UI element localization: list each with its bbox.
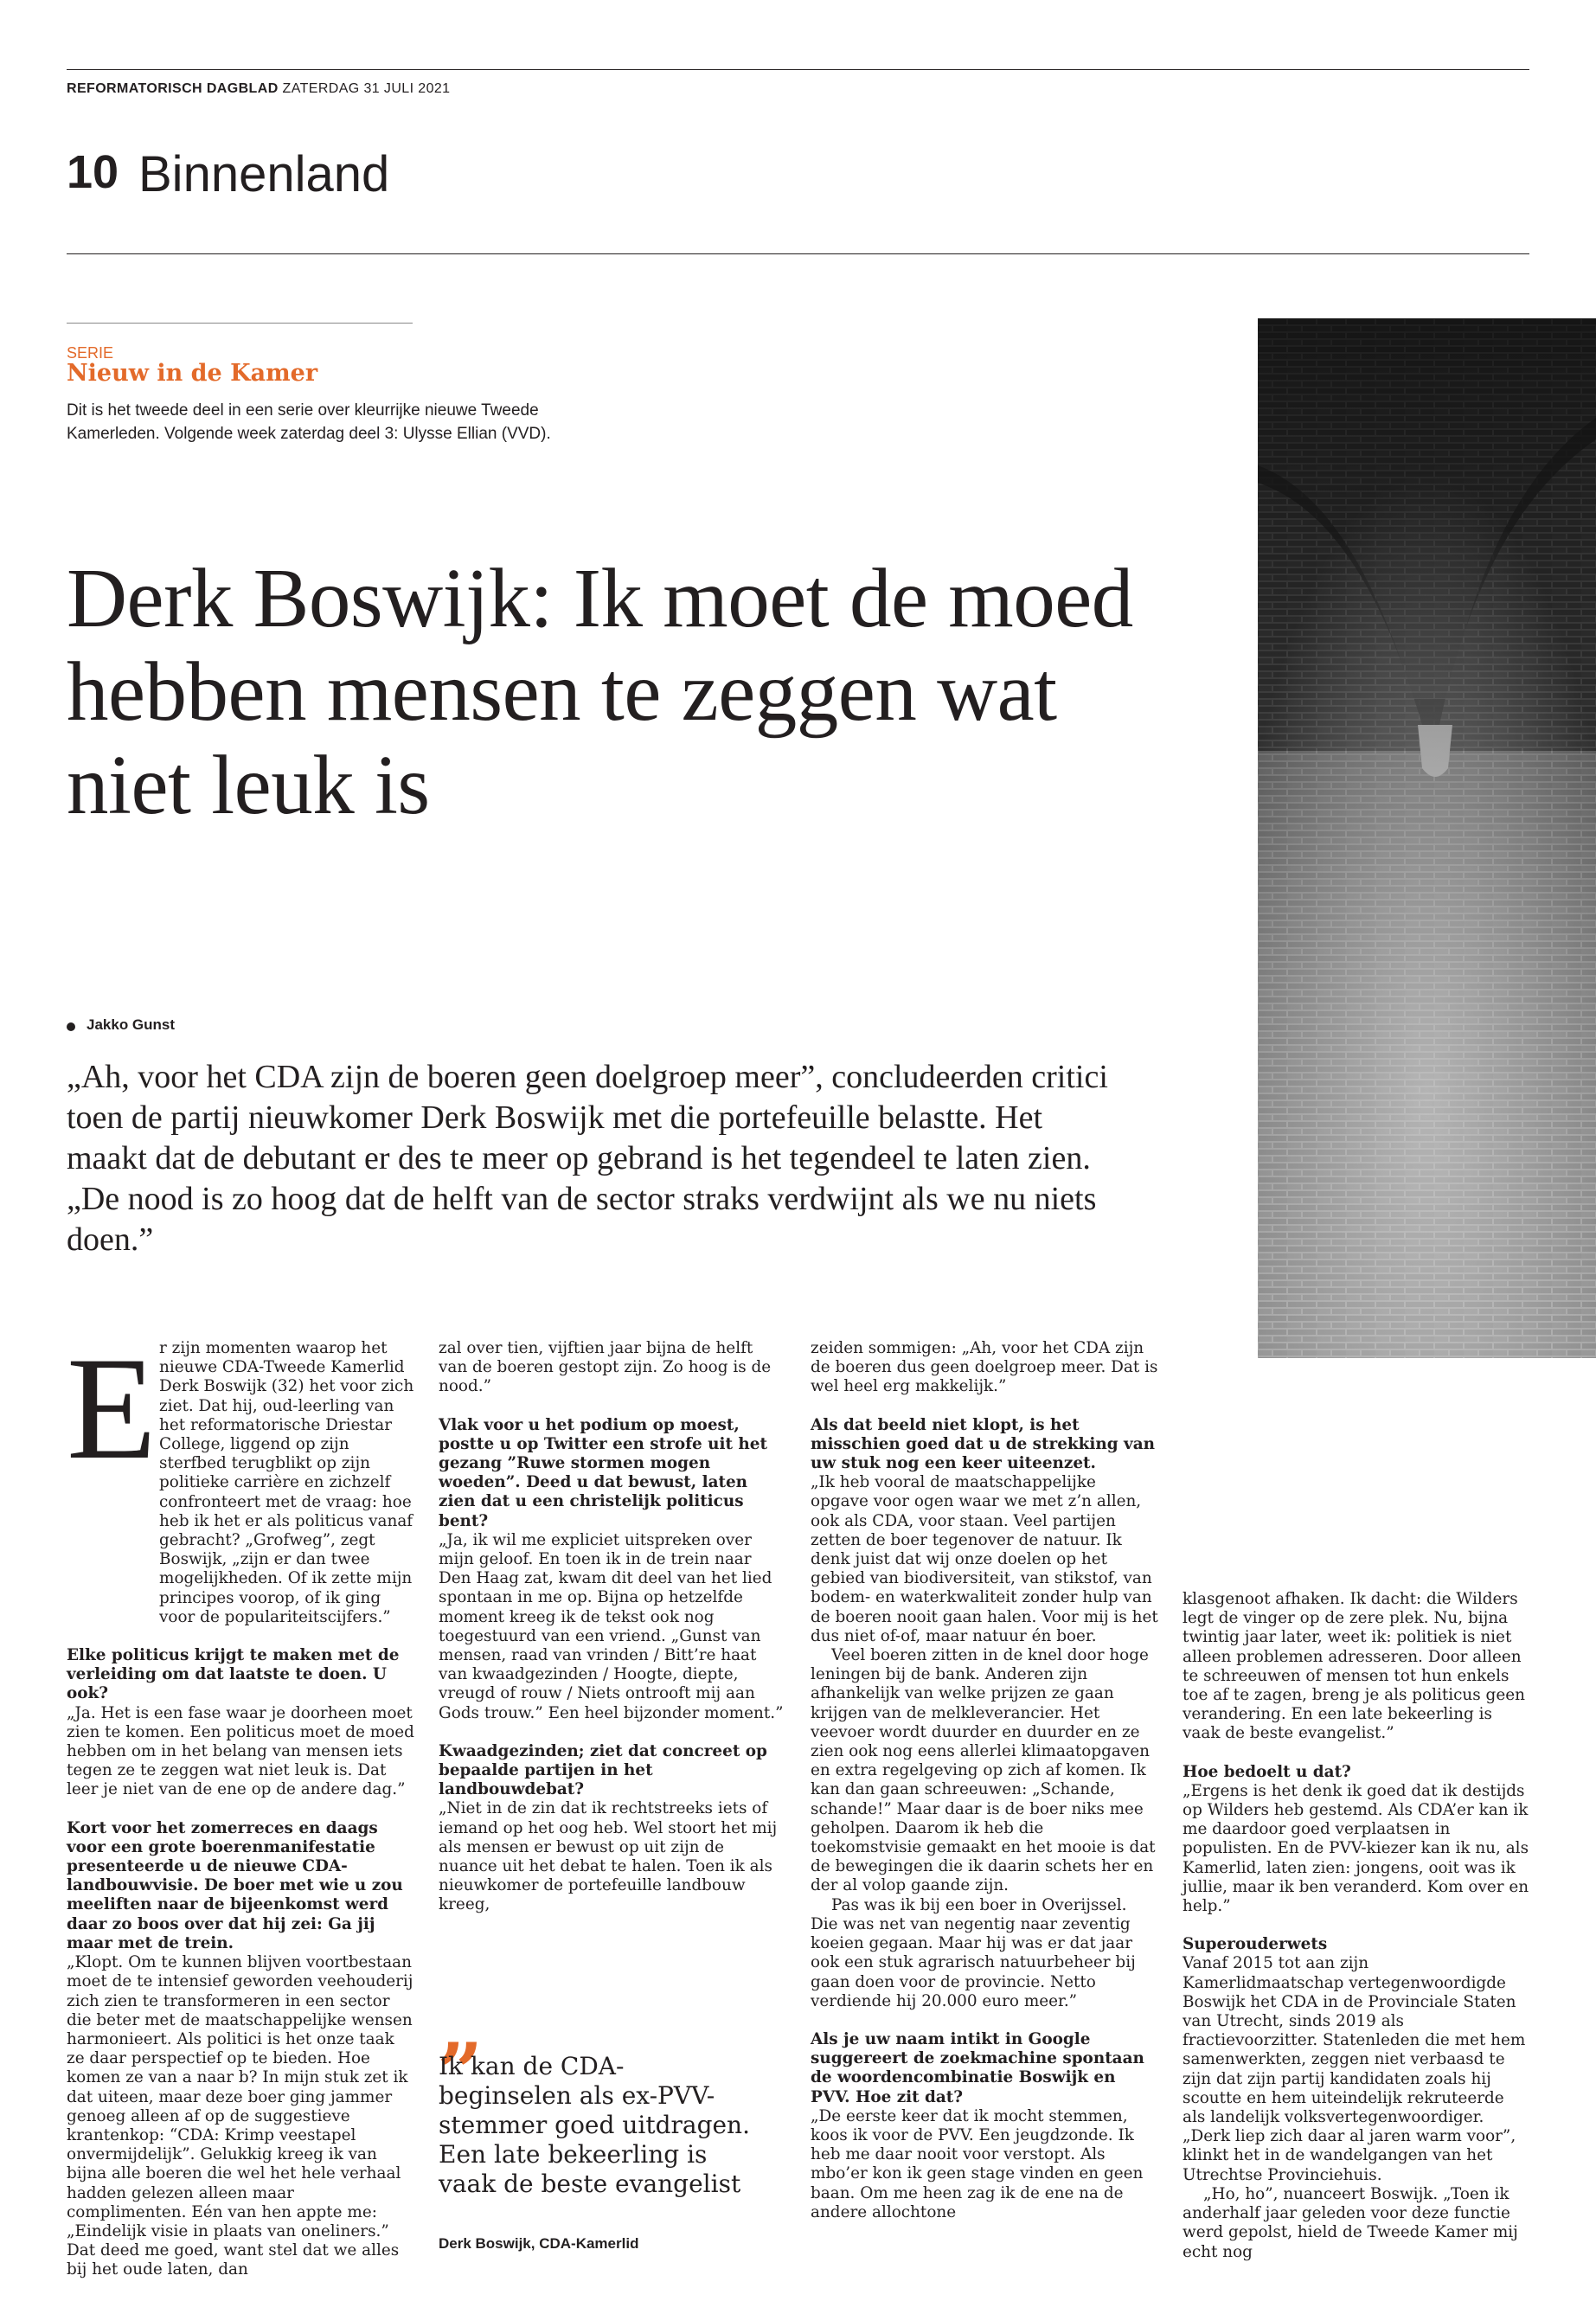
pull-quote-credit: Derk Boswijk, CDA-Kamerlid bbox=[439, 2235, 639, 2252]
headline: Derk Boswijk: Ik moet de moed hebben mensen te zeggen wat niet leuk is bbox=[67, 552, 1133, 831]
paragraph-gap bbox=[439, 1723, 786, 1742]
paragraph: „Ja, ik wil me expliciet uitspreken over mijn geloof. En toen ik in de trein naar Den Haag zat, kwam dit deel van het lied spontaan in me op. Bijna op hetzelfde moment kreeg ik de tekst ook nog toegestuurd van een vriend. „Gunst van mensen, raad van vrinden / Bitt’re haat van kwaadgezinden / Hoogte, diepte, vreugd of rouw / Niets ontrooft mij aan Gods trouw.” Een heel bijzonder moment.” bbox=[439, 1530, 784, 1722]
section-name: Binnenland bbox=[138, 146, 390, 202]
section-rule bbox=[67, 253, 1529, 254]
author-bullet bbox=[67, 1022, 75, 1031]
drop-cap: E bbox=[67, 1327, 157, 1490]
paragraph: Pas was ik bij een boer in Overijssel. Die was net van negentig naar zeventig koeien gegaan. Maar hij was er dat jaar ook een stuk agrarisch natuurbeheer bij gaan doen voor de provincie. Netto verdiende hij 20.000 euro meer.” bbox=[811, 1895, 1136, 2010]
masthead bbox=[67, 81, 450, 97]
article-column-3 bbox=[811, 1339, 1158, 2222]
author-name: Jakko Gunst bbox=[87, 1016, 176, 1033]
paragraph: r zijn momenten waarop het nieuwe CDA-Tweede Kamerlid Derk Boswijk (32) het voor zich ziet. Dat hij, oud-leerling van het reformatorische Driestar College, liggend op zijn sterfbed terugblikt op zijn politieke carrière en zichzelf confronteert met de vraag: hoe heb ik het er als politicus vanaf gebracht? „Grofweg”, zegt Boswijk, „zijn er dan twee mogelijkheden. Of ik zette mijn principes voorop, of ik ging voor de populariteitscijfers.” bbox=[159, 1339, 414, 1626]
paragraph: „De eerste keer dat ik mocht stemmen, koos ik voor de PVV. Een jeugdzonde. Ik heb me daar nooit voor verstopt. Als mbo’er kon ik geen stage vinden en geen baan. Om me heen zag ik de ene na de andere allochtone bbox=[811, 2106, 1144, 2221]
masthead-paper: REFORMATORISCH DAGBLAD bbox=[67, 81, 279, 96]
interview-question: Kwaadgezinden; ziet dat concreet op bepaalde partijen in het landbouwdebat? bbox=[439, 1741, 767, 1799]
article-column-4 bbox=[1183, 1590, 1530, 2262]
paragraph-gap bbox=[811, 2011, 1158, 2030]
paragraph-gap bbox=[811, 1397, 1158, 1416]
interview-question: Als dat beeld niet klopt, is het misschien goed dat u de strekking van uw stuk nog een keer uiteenzet. bbox=[811, 1415, 1155, 1473]
interview-question: Vlak voor u het podium op moest, postte u op Twitter een strofe uit het gezang ”Ruwe stormen mogen woeden”. Deed u dat bewust, laten zien dat u een christelijk politicus bent? bbox=[439, 1415, 767, 1530]
interview-question: Kort voor het zomerreces en daags voor een grote boerenmanifestatie presenteerde u de nieuwe CDA-landbouwvisie. De boer met wie u zou meeliften naar de bijeenkomst werd daar zo boos over dat hij zei: Ga jij maar met de trein. bbox=[67, 1818, 403, 1952]
paragraph-gap bbox=[1183, 1916, 1530, 1935]
masthead-date: ZATERDAG 31 JULI 2021 bbox=[282, 81, 451, 96]
serie-label: SERIE bbox=[67, 344, 114, 362]
paragraph-gap bbox=[67, 1627, 414, 1646]
paragraph: zeiden sommigen: „Ah, voor het CDA zijn de boeren dus geen doelgroep meer. Dat is wel heel erg makkelijk.” bbox=[811, 1339, 1158, 1396]
serie-title: Nieuw in de Kamer bbox=[67, 360, 318, 387]
interview-question: Elke politicus krijgt te maken met de verleiding om dat laatste te doen. U ook? bbox=[67, 1646, 400, 1703]
paragraph: klasgenoot afhaken. Ik dacht: die Wilders legt de vinger op de zere plek. Nu, bijna twintig jaar later, weet ik: politiek is niet alleen problemen adresseren. Door alleen te schreeuwen of mensen tot hun enkels toe af te zagen, breng je als politicus geen verandering. En een late bekeerling is vaak de beste evangelist.” bbox=[1183, 1590, 1525, 1743]
interview-question: Superouderwets bbox=[1183, 1935, 1328, 1954]
interview-question: Hoe bedoelt u dat? bbox=[1183, 1762, 1351, 1781]
pull-quote: Ik kan de CDA-beginselen als ex-PVV-stemmer goed uitdragen. Een late bekeerling is vaak de beste evangelist bbox=[439, 2052, 750, 2198]
photo-brick-vaults bbox=[1258, 318, 1596, 1358]
serie-rule bbox=[67, 323, 413, 324]
paragraph-gap bbox=[439, 1397, 786, 1416]
paragraph: Vanaf 2015 tot aan zijn Kamerlidmaatschap vertegenwoordigde Boswijk het CDA in de Provinciale Staten van Utrecht, sinds 2019 als fractievoorzitter. Statenleden die met hem samenwerkten, zeggen niet verbaasd te zijn dat zijn partij kandidaten zoals hij scoutte en hem uiteindelijk rekruteerde als landelijk volksvertegenwoordiger. „Derk liep zich daar al jaren warm voor”, klinkt het in de wandelgangen van het Utrechtse Provinciehuis. bbox=[1183, 1954, 1526, 2184]
paragraph: zal over tien, vijftien jaar bijna de helft van de boeren gestopt zijn. Zo hoog is de nood.” bbox=[439, 1339, 772, 1396]
paragraph: „Niet in de zin dat ik rechtstreeks iets of iemand op het oog heb. Wel stoort het mij als mensen er bewust op uit zijn de nuance uit het debat te halen. Toen ik als nieuwkomer de portefeuille landbouw kreeg, bbox=[439, 1799, 778, 1914]
paragraph: „Ja. Het is een fase waar je doorheen moet zien te komen. Een politicus moet de moed hebben om in het belang van mensen iets tegen ze te zeggen wat niet leuk is. Dat leer je niet van de ene op de andere dag.” bbox=[67, 1703, 414, 1799]
interview-question: Als je uw naam intikt in Google suggereert de zoekmachine spontaan de woordencombinatie Boswijk en PVV. Hoe zit dat? bbox=[811, 2029, 1144, 2106]
paragraph: „Ik heb vooral de maatschappelijke opgave voor ogen waar we met z’n allen, ook als CDA, voor staan. Veel partijen zetten de boer tegenover de natuur. Ik denk juist dat wij onze doelen op het gebied van biodiversiteit, van stikstof, van bodem- en waterkwaliteit zonder hulp van de boeren nooit gaan halen. Voor mij is het dus niet of-of, maar natuur én boer. bbox=[811, 1473, 1158, 1645]
paragraph-gap bbox=[1183, 1744, 1530, 1763]
paragraph: Veel boeren zitten in de knel door hoge leningen bij de bank. Anderen zijn afhankelijk van welke prijzen ze gaan krijgen van de melkleverancier. Het veevoer wordt duurder en duurder en ze zien ook nog eens allerlei klimaatopgaven en extra regelgeving op zich af komen. Ik kan dan gaan schreeuwen: „Schande, schande!” Maar daar is de boer niks mee geholpen. Daarom ik heb die toekomstvisie gemaakt en het mooie is dat de bewegingen die ik daarin schets her en der al volop gaande zijn. bbox=[811, 1646, 1156, 1895]
paragraph: „Ho, ho”, nuanceert Boswijk. „Toen ik anderhalf jaar geleden voor deze functie werd gepolst, hield de Tweede Kamer mij echt nog bbox=[1183, 2184, 1518, 2261]
article-column-2 bbox=[439, 1339, 786, 1915]
quote-mark-icon: „ bbox=[439, 1980, 484, 2073]
top-rule bbox=[67, 69, 1529, 70]
paragraph: „Ergens is het denk ik goed dat ik destijds op Wilders heb gestemd. Als CDA’er kan ik me daardoor goed verplaatsen in populisten. En de PVV-kiezer kan ik nu, als Kamerlid, laten zien: jongens, ooit was ik jullie, maar ik ben veranderd. Kom over en help.” bbox=[1183, 1781, 1529, 1916]
serie-text: Dit is het tweede deel in een serie over kleurrijke nieuwe Tweede Kamerleden. Volgende week zaterdag deel 3: Ulysse Ellian (VVD). bbox=[67, 401, 551, 443]
page-number: 10 bbox=[67, 146, 119, 198]
paragraph-gap bbox=[67, 1800, 414, 1819]
paragraph: „Klopt. Om te kunnen blijven voortbestaan moet de te intensief geworden veehouderij zich zien te transformeren in een sector die beter met de maatschappelijke wensen harmonieert. Als politici is het onze taak ze daar perspectief op te bieden. Hoe komen ze van a naar b? In mijn stuk zet ik dat uiteen, maar deze boer ging jammer genoeg alleen af op de suggestieve krantenkop: “CDA: Krimp veestapel onvermijdelijk”. Gelukkig kreeg ik van bijna alle boeren die wel het hele verhaal hadden gelezen alleen maar complimenten. Eén van hen appte me: „Eindelijk visie in plaats van oneliners.” Dat deed me goed, want stel dat we alles bij het oude laten, dan bbox=[67, 1953, 413, 2279]
article-lead: „Ah, voor het CDA zijn de boeren geen doelgroep meer”, concludeerden critici toen de partij nieuwkomer Derk Boswijk met die portefeuille belastte. Het maakt dat de debutant er des te meer op gebrand is het tegendeel te laten zien. „De nood is zo hoog dat de helft van de sector straks verdwijnt als we nu niets doen.” bbox=[67, 1059, 1108, 1258]
article-column-1 bbox=[67, 1339, 414, 2280]
